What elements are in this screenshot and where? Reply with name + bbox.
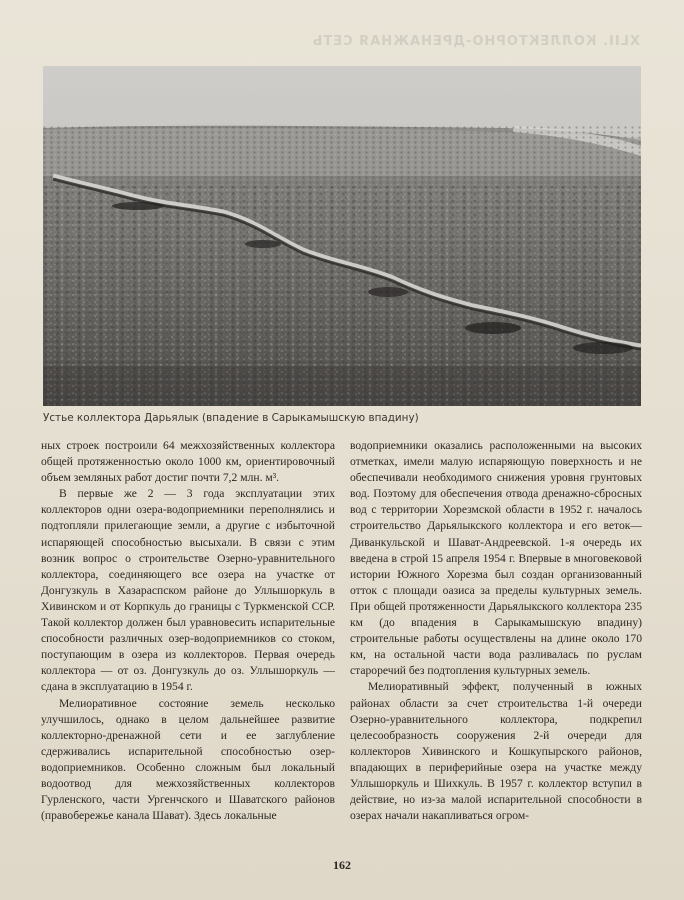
aerial-landscape-image (43, 66, 641, 406)
paragraph: Мелиоративное состояние земель несколько улучшилось, однако в целом дальнейшее развитие коллекторно-дренажной сети и ее заглубление сдерживались испарительной способностью озер-водоприемников. Особенно сложным был локальный водоотвод для межхозяйственных коллекторов Гурленского, части Ургенчского и Шаватского районов (правобережье канала Шават). Здесь локальные (41, 696, 335, 823)
paragraph: ных строек построили 64 межхозяйственных коллектора общей протяженностью около 1000 км, ориентировочный объем земляных работ достиг почти 7,2 млн. м³. (41, 439, 335, 485)
paragraph: водоприемники оказались расположенными на высоких отметках, имели малую испаряющую поверхность и не обеспечивали необходимого снижения уровня грунтовых вод. Поэтому для обеспечения отвода дренажно-сбросных вод с территории Хорезмской области в 1952 г. началось строительство Дарьялыкского коллектора и его веток—Диванкульской и Шават-Андреевской. 1-я очередь их введена в строй 15 апреля 1954 г. Впервые в многовековой истории Южного Хорезма был создан организованный отток с площади оазиса за пределы культурных земель. При общей протяженности Дарьялыкского коллектора 235 км (до впадения в Сарыкамышскую впадину) строительные работы осуществлены на длине около 170 км, на остальной части вода разливалась по руслам староречий без подтопления культурных земель. (350, 439, 642, 678)
photo-caption: Устье коллектора Дарьялык (впадение в Сарыкамышскую впадину) (43, 412, 419, 424)
page-number: 162 (333, 858, 351, 872)
right-text-column (350, 438, 642, 843)
paragraph: В первые же 2 — 3 года эксплуатации этих коллекторов одни озера-водоприемники переполнялись и подтопляли прилегающие земли, а другие с избыточной испаряющей способностью высыхали. В связи с этим возник вопрос о строительстве Озерно-уравнительного коллектора, соединяющего все озера на участке от Донгузкуль в Хазараспском районе до Уллышоркуль в Хивинском и от Корпкуль до границы с Туркменской ССР. Такой коллектор должен был уравновесить испарительные способности различных озер-водоприемников со стоком, поступающим в озера из коллекторов. Первая очередь коллектора — от оз. Донгузкуль до оз. Уллышоркуль — сдана в эксплуатацию в 1954 г. (41, 487, 335, 694)
show-through-text: XLII. КОЛЛЕКТОРНО-ДРЕНАЖНАЯ СЕТЬ (311, 34, 640, 49)
left-text-column (41, 438, 335, 843)
aerial-photo (43, 66, 641, 406)
paragraph: Мелиоративный эффект, полученный в южных районах области за счет строительства 1-й очереди Озерно-уравнительного коллектора, подкрепил целесообразность сооружения 2-й очереди для коллекторов Хивинского и Кошкупырского районов, впадающих в периферийные озера на участке между Уллышоркуль и Шихкуль. В 1957 г. коллектор вступил в действие, но из-за малой испарительной способности в озерах начали накапливаться огром- (350, 680, 642, 823)
